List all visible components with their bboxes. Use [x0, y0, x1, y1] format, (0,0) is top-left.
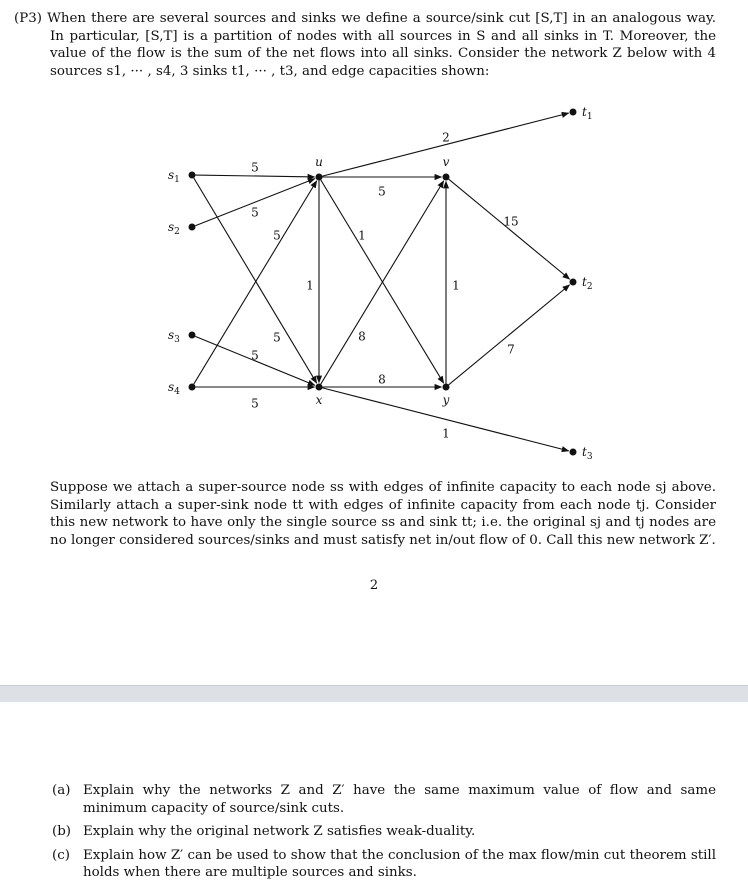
question-c-text: Explain how Z′ can be used to show that the conclusion of the max flow/min cut theorem still holds when there are multiple sources and sinks. [83, 847, 716, 881]
node-label-y: y [442, 393, 450, 407]
node-t3 [570, 449, 577, 456]
node-label-u: u [315, 155, 323, 169]
page-number: 2 [369, 578, 379, 593]
node-s3 [189, 332, 196, 339]
node-y [443, 384, 450, 391]
question-a-text: Explain why the networks Z and Z′ have the same maximum value of flow and same minimum capacity of source/sink cuts. [83, 783, 716, 816]
question-b [52, 823, 716, 841]
capacity-s4-x: 5 [251, 396, 259, 411]
capacity-u-y: 1 [358, 228, 366, 243]
capacity-x-y: 8 [378, 372, 386, 387]
question-a [52, 782, 716, 817]
node-label-s1: $s_1$ [168, 168, 180, 185]
capacity-u-v: 5 [378, 184, 386, 199]
node-label-s2: $s_2$ [168, 220, 180, 237]
capacity-x-t3: 1 [442, 426, 450, 441]
node-s2 [189, 224, 196, 231]
capacity-y-v: 1 [452, 278, 460, 293]
question-list [52, 782, 716, 888]
capacity-s1-u: 5 [251, 160, 259, 175]
node-label-x: x [315, 393, 323, 407]
page-separator [0, 685, 748, 703]
question-b-label: (b) [52, 824, 72, 840]
capacity-y-t2: 7 [507, 342, 515, 357]
node-t1 [570, 109, 577, 116]
problem-label: (P3) [14, 11, 42, 26]
node-x [316, 384, 323, 391]
node-label-s4: $s_4$ [168, 380, 180, 397]
edge-y-t2 [449, 285, 570, 385]
capacity-s4-u: 5 [273, 330, 281, 345]
node-t2 [570, 279, 577, 286]
capacity-s2-u: 5 [273, 228, 281, 243]
node-label-v: v [442, 155, 450, 169]
node-label-s3: $s_3$ [168, 328, 180, 345]
node-label-t1: $t_1$ [582, 105, 593, 122]
edge-v-t2 [449, 179, 570, 279]
question-b-text: Explain why the original network Z satisfies weak-duality. [83, 824, 476, 840]
question-a-label: (a) [52, 783, 71, 798]
supersource-paragraph: Suppose we attach a super-source node ss with edges of infinite capacity to each node sj above. Similarly attach a super-sink node tt with edges of infinite capacity from each node tj. Consider this new network to have only the single source ss and sink tt; i.e. the original sj and tj nodes are no longer considered sources/sinks and must satisfy net in/out flow of 0. Call this new network Z′. [50, 480, 716, 548]
node-u [316, 174, 323, 181]
page-bottom [0, 702, 748, 891]
edge-s1-u [195, 175, 314, 177]
question-c [52, 847, 716, 882]
capacity-s3-x: 5 [251, 348, 259, 363]
node-label-t3: $t_3$ [582, 445, 593, 462]
capacity-x-v: 8 [358, 329, 366, 344]
capacity-u-x: 1 [306, 278, 314, 293]
capacity-s1-x: 5 [251, 205, 259, 220]
capacity-v-t2: 15 [503, 214, 519, 229]
node-v [443, 174, 450, 181]
capacity-u-t1: 2 [442, 130, 450, 145]
node-s4 [189, 384, 196, 391]
problem-intro-text: When there are several sources and sinks we define a source/sink cut [S,T] in an analogous way. In particular, [S,T] is a partition of nodes with all sources in S and all sinks in T. Moreover, the value of the flow is the sum of the net flows into all sinks. Consider the network Z below with 4 sources s1, ··· , s4, 3 sinks t1, ··· , t3, and edge capacities shown: [47, 11, 716, 79]
question-c-label: (c) [52, 847, 70, 863]
node-s1 [189, 172, 196, 179]
node-label-t2: $t_2$ [582, 275, 593, 292]
